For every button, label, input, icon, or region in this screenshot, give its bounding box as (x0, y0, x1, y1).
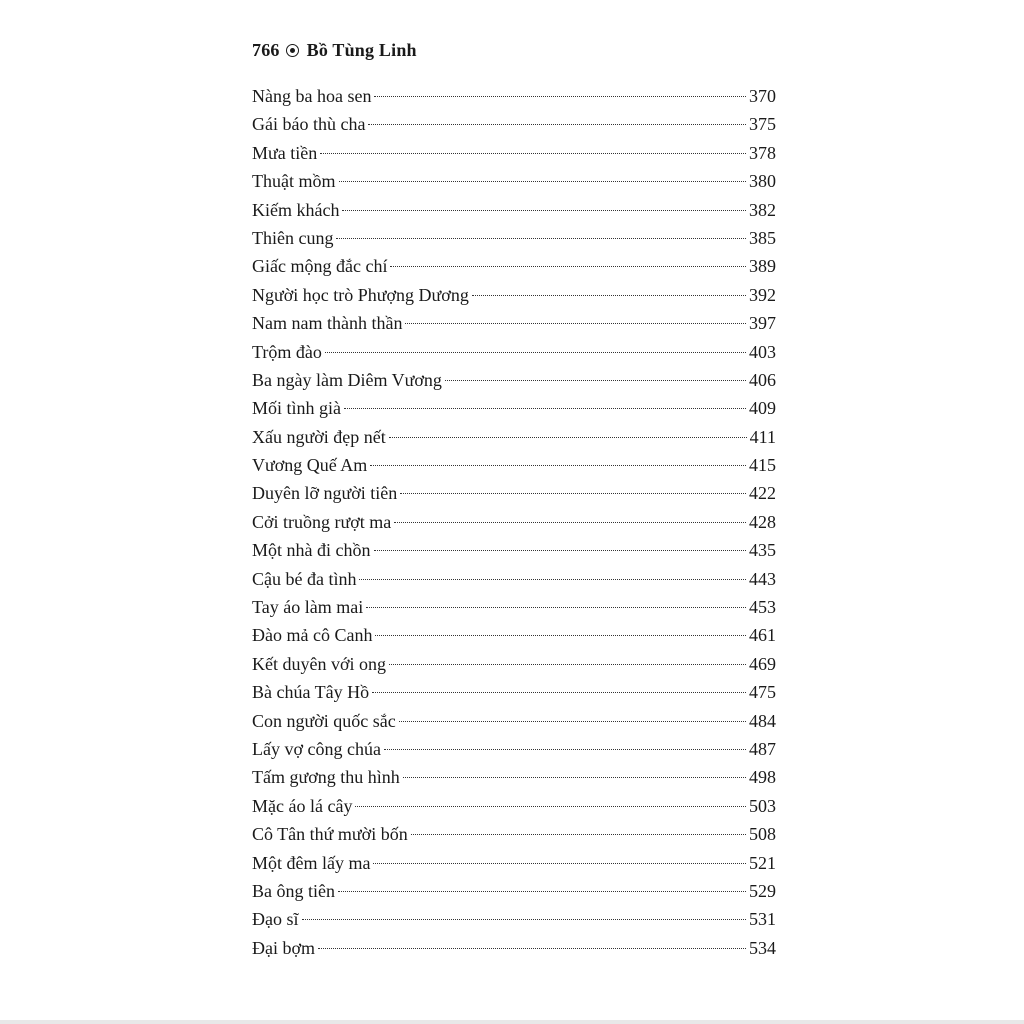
toc-entry (252, 508, 776, 536)
toc-entry-title: Tấm gương thu hình (252, 767, 400, 788)
toc-entry (252, 650, 776, 678)
toc-dot-leader (403, 777, 746, 778)
toc-entry-page: 415 (749, 455, 776, 476)
toc-entry-page: 503 (749, 795, 776, 816)
toc-entry (252, 82, 776, 110)
toc-dot-leader (384, 749, 746, 750)
toc-dot-leader (374, 96, 746, 97)
toc-entry-page: 443 (749, 568, 776, 589)
toc-entry-page: 392 (749, 284, 776, 305)
toc-entry (252, 139, 776, 167)
toc-entry-page: 453 (749, 597, 776, 618)
toc-entry (252, 536, 776, 564)
toc-dot-leader (355, 806, 746, 807)
toc-entry-page: 397 (749, 313, 776, 334)
toc-entry-title: Cởi truồng rượt ma (252, 511, 392, 532)
toc-entry-title: Người học trò Phượng Dương (252, 284, 469, 305)
toc-entry-page: 422 (749, 483, 776, 504)
toc-entry (252, 593, 776, 621)
toc-dot-leader (336, 238, 746, 239)
toc-entry-title: Mối tình già (252, 398, 341, 419)
toc-dot-leader (389, 664, 746, 665)
toc-dot-leader (374, 550, 747, 551)
table-of-contents (252, 82, 776, 962)
header-author: Bồ Tùng Linh (306, 40, 417, 60)
toc-entry-page: 385 (749, 227, 776, 248)
toc-entry (252, 451, 776, 479)
toc-entry (252, 820, 776, 848)
toc-entry (252, 281, 776, 309)
toc-dot-leader (390, 266, 746, 267)
page-bottom-edge (0, 1020, 1024, 1024)
toc-entry (252, 905, 776, 933)
toc-dot-leader (373, 863, 746, 864)
toc-dot-leader (445, 380, 746, 381)
toc-entry-page: 428 (749, 511, 776, 532)
toc-entry-page: 461 (749, 625, 776, 646)
toc-entry-title: Gái báo thù cha (252, 114, 366, 135)
toc-entry-title: Xấu người đẹp nết (252, 426, 386, 447)
toc-entry (252, 196, 776, 224)
toc-entry-title: Mưa tiền (252, 142, 318, 163)
toc-entry-page: 389 (749, 256, 776, 277)
toc-dot-leader (375, 635, 746, 636)
toc-entry-title: Kết duyên với ong (252, 653, 386, 674)
toc-dot-leader (320, 153, 746, 154)
toc-entry-title: Cô Tân thứ mười bốn (252, 824, 408, 845)
toc-entry (252, 621, 776, 649)
toc-entry-title: Kiếm khách (252, 199, 340, 220)
toc-dot-leader (405, 323, 746, 324)
toc-entry-title: Lấy vợ công chúa (252, 738, 381, 759)
toc-entry (252, 394, 776, 422)
toc-entry-title: Nam nam thành thần (252, 313, 403, 334)
toc-dot-leader (338, 891, 746, 892)
toc-dot-leader (325, 352, 746, 353)
header-page-number: 766 (252, 40, 280, 60)
toc-entry-page: 498 (749, 767, 776, 788)
toc-entry (252, 110, 776, 138)
toc-entry-page: 475 (749, 682, 776, 703)
toc-entry-title: Tay áo làm mai (252, 597, 364, 618)
toc-entry-title: Một đêm lấy ma (252, 852, 371, 873)
toc-entry-page: 484 (749, 710, 776, 731)
toc-dot-leader (344, 408, 746, 409)
toc-entry-page: 529 (749, 880, 776, 901)
toc-entry-title: Nàng ba hoa sen (252, 86, 372, 106)
toc-entry-title: Ba ông tiên (252, 880, 335, 901)
toc-dot-leader (394, 522, 746, 523)
toc-entry (252, 479, 776, 507)
toc-dot-leader (302, 919, 747, 920)
toc-entry-page: 378 (749, 142, 776, 163)
toc-entry-page: 375 (749, 114, 776, 135)
toc-entry (252, 423, 776, 451)
toc-entry (252, 338, 776, 366)
toc-entry-title: Đào mả cô Canh (252, 625, 373, 646)
toc-entry-title: Thuật mồm (252, 171, 336, 192)
toc-entry-title: Mặc áo lá cây (252, 795, 353, 816)
toc-dot-leader (318, 948, 746, 949)
toc-entry (252, 678, 776, 706)
toc-entry (252, 167, 776, 195)
toc-entry-page: 487 (749, 738, 776, 759)
toc-entry-page: 380 (749, 171, 776, 192)
toc-entry (252, 252, 776, 280)
toc-entry-title: Duyên lỡ người tiên (252, 483, 398, 504)
toc-dot-leader (368, 124, 746, 125)
toc-entry-title: Ba ngày làm Diêm Vương (252, 369, 442, 390)
toc-entry-page: 435 (749, 540, 776, 561)
toc-entry-title: Cậu bé đa tình (252, 568, 357, 589)
toc-dot-leader (366, 607, 746, 608)
toc-entry-title: Con người quốc sắc (252, 710, 396, 731)
toc-dot-leader (400, 493, 746, 494)
toc-entry (252, 849, 776, 877)
toc-entry (252, 565, 776, 593)
toc-entry-page: 406 (749, 369, 776, 390)
running-header (252, 40, 417, 61)
toc-entry (252, 934, 776, 962)
toc-entry-page: 469 (749, 653, 776, 674)
toc-entry-page: 409 (749, 398, 776, 419)
toc-entry-title: Trộm đào (252, 341, 322, 362)
toc-dot-leader (399, 721, 746, 722)
toc-dot-leader (359, 579, 746, 580)
toc-entry-page: 508 (749, 824, 776, 845)
toc-entry-title: Bà chúa Tây Hồ (252, 682, 370, 703)
toc-entry-title: Giấc mộng đắc chí (252, 256, 388, 277)
toc-entry-title: Đạo sĩ (252, 909, 299, 930)
circle-dot-icon (286, 44, 299, 57)
toc-entry (252, 224, 776, 252)
toc-entry (252, 877, 776, 905)
toc-entry-title: Một nhà đi chồn (252, 540, 371, 561)
toc-entry-page: 370 (749, 86, 776, 106)
toc-entry (252, 763, 776, 791)
toc-entry-title: Thiên cung (252, 227, 334, 248)
toc-entry-page: 403 (749, 341, 776, 362)
toc-dot-leader (472, 295, 746, 296)
toc-entry-page: 382 (749, 199, 776, 220)
toc-entry (252, 707, 776, 735)
toc-dot-leader (342, 210, 746, 211)
toc-dot-leader (370, 465, 746, 466)
toc-dot-leader (372, 692, 746, 693)
toc-entry-page: 411 (749, 426, 776, 447)
toc-entry-title: Vương Quế Am (252, 455, 368, 476)
toc-entry (252, 735, 776, 763)
toc-entry (252, 366, 776, 394)
toc-entry (252, 309, 776, 337)
toc-entry-page: 521 (749, 852, 776, 873)
toc-dot-leader (389, 437, 747, 438)
toc-entry-title: Đại bợm (252, 937, 316, 958)
toc-entry-page: 534 (749, 937, 776, 958)
toc-entry (252, 792, 776, 820)
toc-entry-page: 531 (749, 909, 776, 930)
toc-dot-leader (411, 834, 746, 835)
toc-dot-leader (339, 181, 747, 182)
